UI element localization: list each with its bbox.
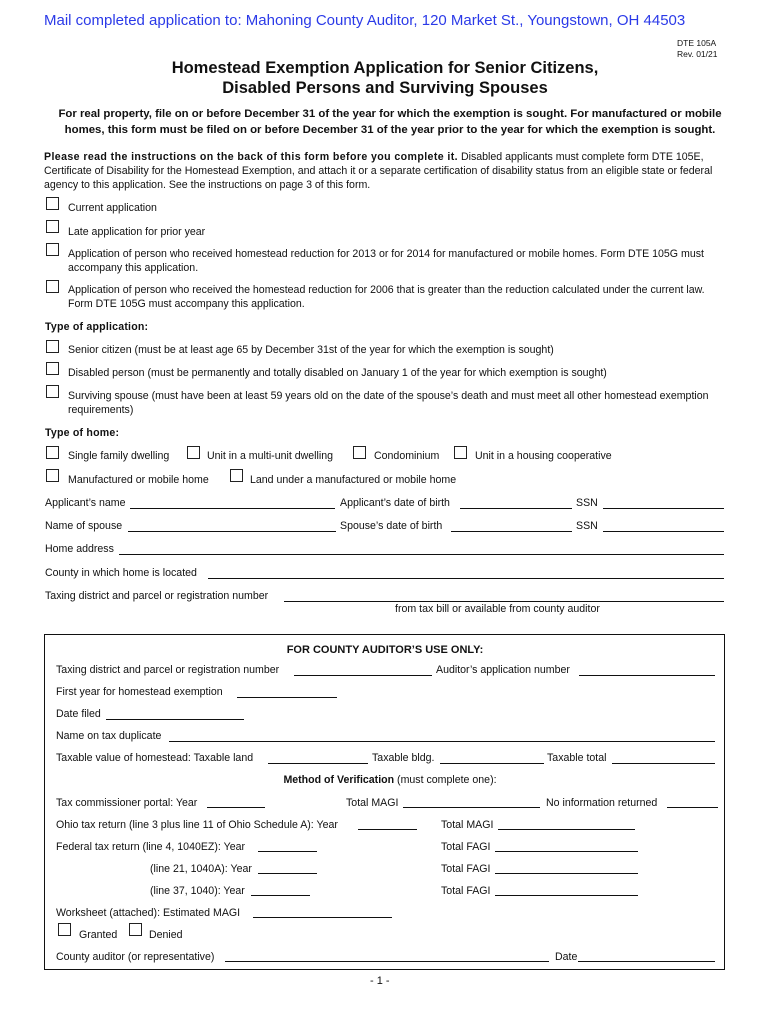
mobile-home-checkbox[interactable] (46, 469, 59, 482)
fagi-2-label: Total FAGI (441, 863, 491, 875)
federal-return-year-field[interactable] (258, 851, 317, 852)
spouse-name-field[interactable] (128, 531, 336, 532)
senior-citizen-label: Senior citizen (must be at least age 65 by December 31st of the year for which the exemption is sought) (68, 344, 554, 356)
taxable-total-field[interactable] (612, 763, 715, 764)
land-under-mobile-label: Land under a manufactured or mobile home (250, 474, 457, 486)
parcel-number-field[interactable] (284, 601, 724, 602)
line21-label: (line 21, 1040A): Year (150, 863, 252, 875)
fagi-2-field[interactable] (495, 873, 638, 874)
date-filed-field[interactable] (106, 719, 244, 720)
line37-year-field[interactable] (251, 895, 310, 896)
current-application-checkbox[interactable] (46, 197, 59, 210)
auditor-signature-label: County auditor (or representative) (56, 951, 215, 963)
line21-year-field[interactable] (258, 873, 317, 874)
line37-label: (line 37, 1040): Year (150, 885, 245, 897)
name-on-duplicate-label: Name on tax duplicate (56, 730, 162, 742)
granted-label: Granted (79, 929, 118, 941)
form-revision: Rev. 01/21 (677, 49, 718, 59)
home-address-label: Home address (45, 543, 114, 555)
auditor-parcel-label: Taxing district and parcel or registration number (56, 664, 280, 676)
instructions-bold: Please read the instructions on the back of this form before you complete it. (44, 151, 459, 163)
fagi-1-field[interactable] (495, 851, 638, 852)
spouse-name-label: Name of spouse (45, 520, 123, 532)
page-number: - 1 - (370, 975, 390, 987)
ohio-magi-field[interactable] (498, 829, 635, 830)
no-info-field[interactable] (667, 807, 718, 808)
surviving-spouse-checkbox[interactable] (46, 385, 59, 398)
type-of-application-heading: Type of application: (45, 321, 149, 333)
fagi-3-label: Total FAGI (441, 885, 491, 897)
taxable-land-label: Taxable value of homestead: Taxable land (56, 752, 254, 764)
no-info-label: No information returned (546, 797, 658, 809)
spouse-dob-label: Spouse’s date of birth (340, 520, 443, 532)
date-filed-label: Date filed (56, 708, 101, 720)
auditor-app-number-field[interactable] (579, 675, 715, 676)
auditor-app-number-label: Auditor’s application number (436, 664, 570, 676)
land-under-mobile-checkbox[interactable] (230, 469, 243, 482)
reduction-2013-checkbox[interactable] (46, 243, 59, 256)
parcel-number-label: Taxing district and parcel or registration number (45, 590, 269, 602)
spouse-ssn-label: SSN (576, 520, 598, 532)
reduction-2013-label: Application of person who received homestead reduction for 2013 or for 2014 for manufactured or mobile homes. Form DTE 105G must accompany this application. (68, 248, 704, 274)
worksheet-label: Worksheet (attached): Estimated MAGI (56, 907, 241, 919)
federal-return-label: Federal tax return (line 4, 1040EZ): Year (56, 841, 246, 853)
ohio-magi-label: Total MAGI (441, 819, 494, 831)
applicant-dob-field[interactable] (460, 508, 572, 509)
form-number: DTE 105A (677, 38, 717, 48)
portal-year-label: Tax commissioner portal: Year (56, 797, 198, 809)
instructions-paragraph (44, 150, 730, 192)
condominium-label: Condominium (374, 450, 440, 462)
multi-unit-checkbox[interactable] (187, 446, 200, 459)
method-of-verification-heading (0, 774, 770, 786)
auditor-use-heading: FOR COUNTY AUDITOR’S USE ONLY: (286, 644, 484, 656)
senior-citizen-checkbox[interactable] (46, 340, 59, 353)
title-line-1: Homestead Exemption Application for Senior Citizens, (171, 59, 599, 77)
granted-checkbox[interactable] (58, 923, 71, 936)
denied-label: Denied (149, 929, 183, 941)
auditor-parcel-field[interactable] (294, 675, 432, 676)
title-line-2: Disabled Persons and Surviving Spouses (222, 79, 548, 97)
housing-cooperative-checkbox[interactable] (454, 446, 467, 459)
county-label: County in which home is located (45, 567, 197, 579)
page-title (100, 58, 670, 98)
taxable-land-field[interactable] (268, 763, 368, 764)
mail-to-line: Mail completed application to: Mahoning County Auditor, 120 Market St., Youngstown, OH 44503 (44, 12, 686, 29)
worksheet-magi-field[interactable] (253, 917, 392, 918)
taxable-bldg-field[interactable] (440, 763, 544, 764)
county-field[interactable] (208, 578, 724, 579)
taxable-bldg-label: Taxable bldg. (372, 752, 435, 764)
applicant-ssn-label: SSN (576, 497, 598, 509)
disabled-person-checkbox[interactable] (46, 362, 59, 375)
portal-year-field[interactable] (207, 807, 265, 808)
single-family-checkbox[interactable] (46, 446, 59, 459)
deadline-line-1: For real property, file on or before December 31 of the year for which the exemption is sought. For manufactured or mobile (58, 108, 722, 120)
late-application-label: Late application for prior year (68, 226, 206, 238)
first-year-field[interactable] (237, 697, 337, 698)
form-id (677, 38, 717, 60)
mobile-home-label: Manufactured or mobile home (68, 474, 209, 486)
applicant-ssn-field[interactable] (603, 508, 724, 509)
current-application-label: Current application (68, 202, 157, 214)
spouse-ssn-field[interactable] (603, 531, 724, 532)
auditor-date-field[interactable] (578, 961, 715, 962)
type-of-home-heading: Type of home: (45, 427, 120, 439)
fagi-1-label: Total FAGI (441, 841, 491, 853)
reduction-2006-checkbox[interactable] (46, 280, 59, 293)
auditor-signature-field[interactable] (225, 961, 549, 962)
single-family-label: Single family dwelling (68, 450, 170, 462)
home-address-field[interactable] (119, 554, 724, 555)
denied-checkbox[interactable] (129, 923, 142, 936)
method-rest: (must complete one): (394, 774, 497, 786)
reduction-2006-label: Application of person who received the homestead reduction for 2006 that is greater than the reduction calculated under the current law. Form DTE 105G must accompany this application. (68, 284, 705, 310)
taxable-total-label: Taxable total (547, 752, 607, 764)
ohio-return-label: Ohio tax return (line 3 plus line 11 of Ohio Schedule A): Year (56, 819, 338, 831)
disabled-person-label: Disabled person (must be permanently and totally disabled on January 1 of the year for which exemption is sought) (68, 367, 607, 379)
deadline-line-2: homes, this form must be filed on or before December 31 of the year prior to the year for which the exemption is sought. (64, 124, 716, 136)
auditor-date-label: Date (555, 951, 578, 963)
applicant-dob-label: Applicant’s date of birth (340, 497, 450, 509)
parcel-number-hint: from tax bill or available from county auditor (395, 603, 600, 615)
instructions-rest: Disabled applicants must complete form DTE 105E, Certificate of Disability for the Homestead Exemption, and attach it or a separate certification of disability status from an eligible state or federal agency to this application. See the instructions on page 3 of this form. (44, 151, 713, 191)
multi-unit-label: Unit in a multi-unit dwelling (207, 450, 334, 462)
condominium-checkbox[interactable] (353, 446, 366, 459)
filing-deadline-note (46, 106, 734, 138)
surviving-spouse-label: Surviving spouse (must have been at least 59 years old on the date of the spouse’s death and must meet all other homestead exemption requirements) (68, 390, 709, 416)
portal-magi-field[interactable] (403, 807, 540, 808)
applicant-name-label: Applicant’s name (45, 497, 126, 509)
portal-magi-label: Total MAGI (346, 797, 399, 809)
spouse-dob-field[interactable] (451, 531, 572, 532)
applicant-name-field[interactable] (130, 508, 335, 509)
name-on-duplicate-field[interactable] (169, 741, 715, 742)
first-year-label: First year for homestead exemption (56, 686, 223, 698)
housing-cooperative-label: Unit in a housing cooperative (475, 450, 612, 462)
ohio-return-year-field[interactable] (358, 829, 417, 830)
fagi-3-field[interactable] (495, 895, 638, 896)
late-application-checkbox[interactable] (46, 220, 59, 233)
method-bold: Method of Verification (283, 774, 395, 786)
